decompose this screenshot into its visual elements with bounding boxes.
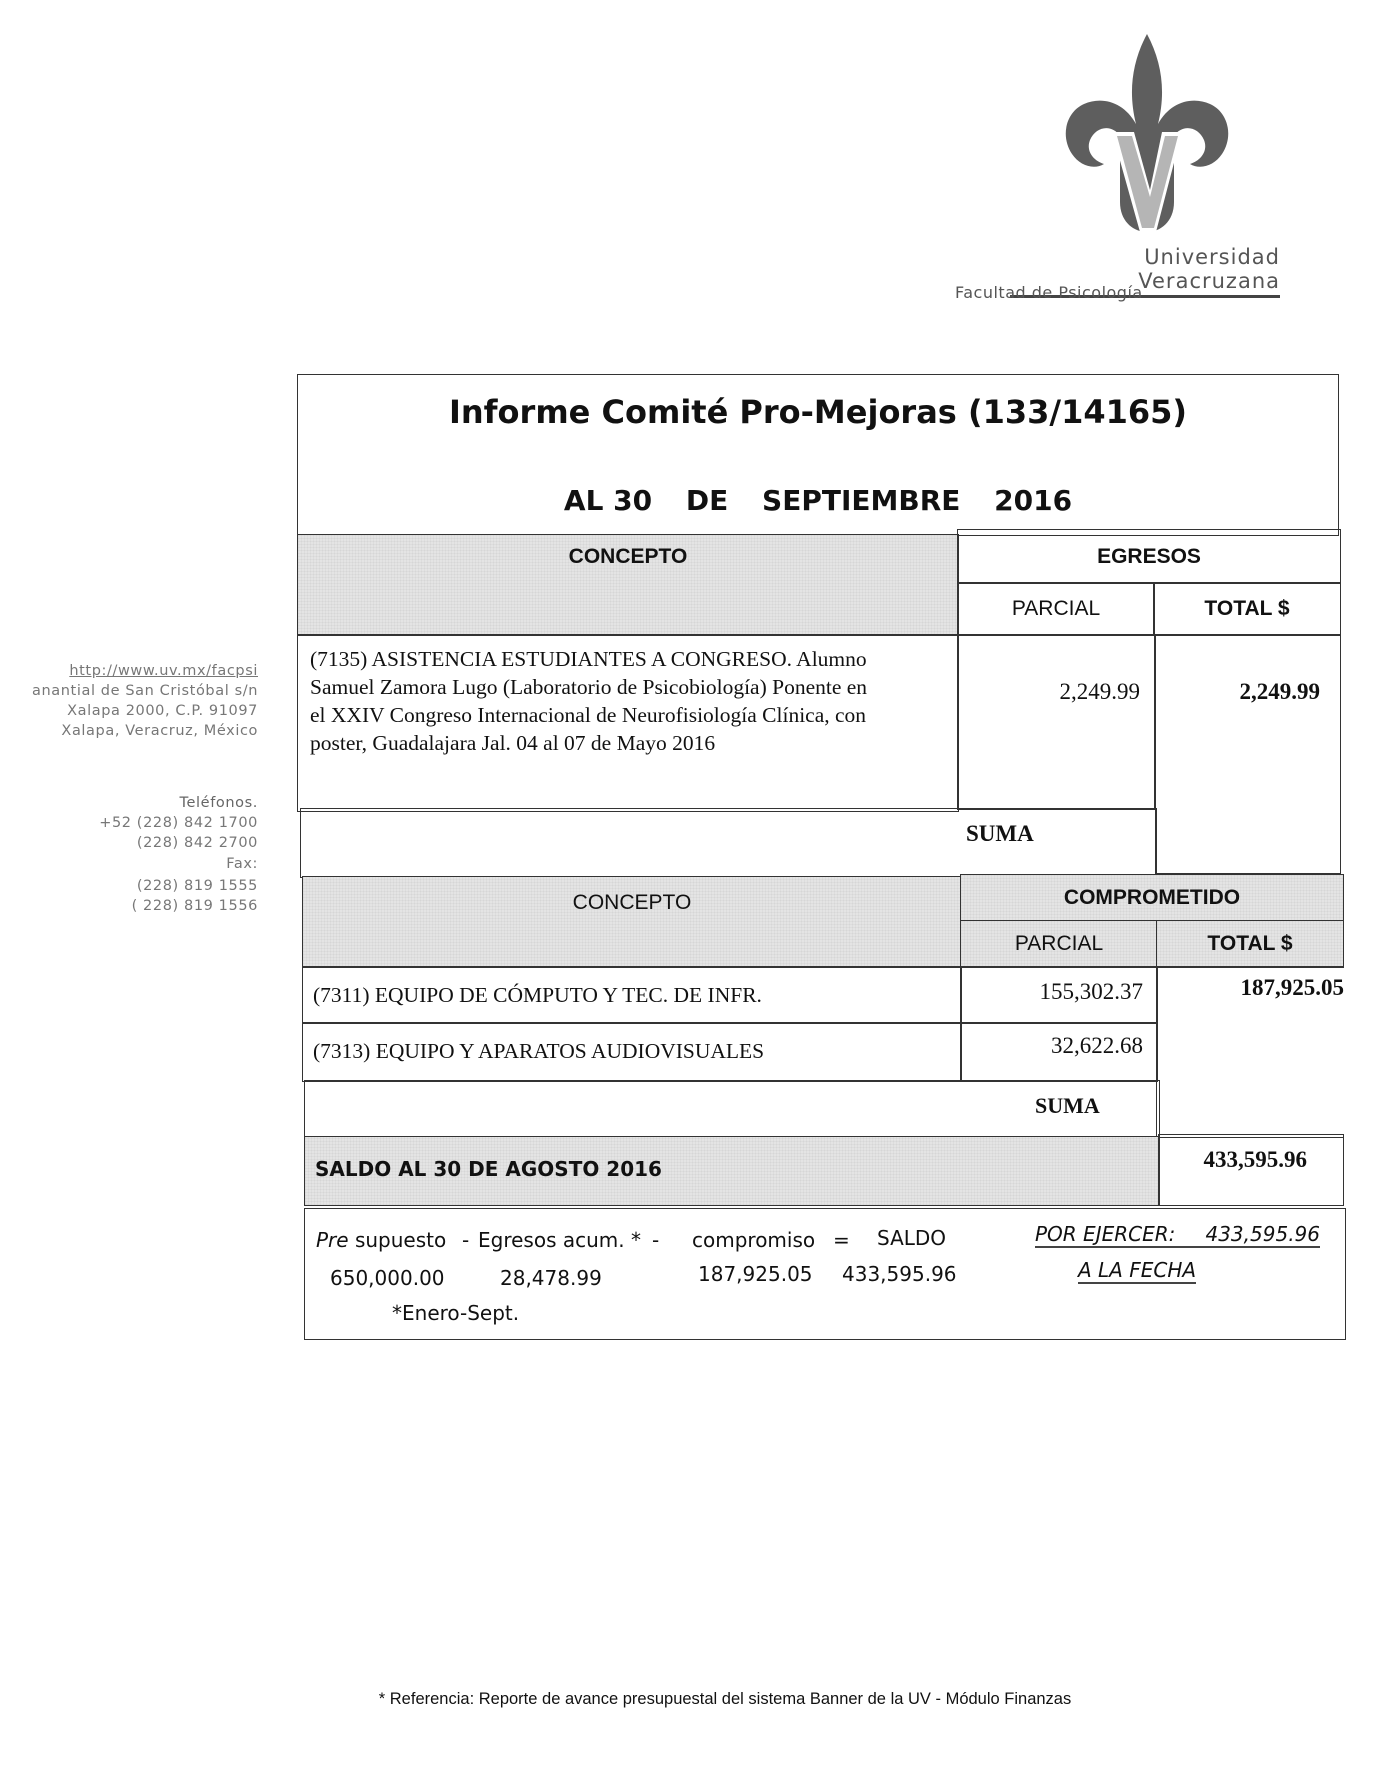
fax-number: (228) 819 1555 — [136, 878, 258, 894]
partial-header-label: PARCIAL — [1014, 932, 1104, 955]
egresos-acum-value: 28,478.99 — [500, 1266, 602, 1290]
egresos-header-label: EGRESOS — [1097, 544, 1201, 568]
phones-label: Teléfonos. — [179, 795, 258, 811]
pre-rest: supuesto — [348, 1228, 447, 1252]
egresos-total-cell — [1155, 634, 1341, 874]
comprometido-sum-row — [304, 1080, 1160, 1138]
concept-header-label: CONCEPTO — [568, 545, 688, 568]
concept-text: (7313) EQUIPO Y APARATOS AUDIOVISUALES — [313, 1039, 765, 1063]
faculty-name: Facultad de Psicología — [955, 283, 1143, 302]
report-date — [297, 484, 1339, 517]
concept-header-label: CONCEPTO — [572, 891, 692, 914]
phone-number: +52 (228) 842 1700 — [99, 815, 258, 831]
presupuesto-value: 650,000.00 — [330, 1266, 445, 1290]
fax-number: ( 228) 819 1556 — [131, 898, 258, 914]
saldo-value-cell — [1158, 1134, 1344, 1206]
egresos-group-header — [957, 529, 1341, 584]
saldo-label: SALDO — [877, 1226, 947, 1250]
report-title: Informe Comité Pro-Mejoras (133/14165) — [448, 393, 1188, 431]
egresos-concept-header — [297, 534, 959, 636]
date-part: 2016 — [994, 484, 1073, 517]
comprometido-total-cell — [1156, 966, 1344, 1138]
address-line: anantial de San Cristóbal s/n — [32, 683, 258, 699]
saldo-value: 433,595.96 — [842, 1262, 957, 1286]
comprometido-concept-header — [302, 876, 962, 968]
comprometido-total-header — [1156, 920, 1344, 968]
table-row — [302, 1022, 962, 1082]
por-ejercer-value: 433,595.96 — [1205, 1222, 1320, 1246]
comprometido-header-label: COMPROMETIDO — [1063, 886, 1241, 909]
university-logo-icon — [1062, 32, 1232, 237]
presupuesto-label — [316, 1228, 446, 1252]
table-row — [302, 966, 962, 1024]
pre-italic: Pre — [316, 1228, 349, 1252]
phone-number: (228) 842 2700 — [136, 835, 258, 851]
compromiso-value: 187,925.05 — [698, 1262, 813, 1286]
saldo-label: SALDO AL 30 DE AGOSTO 2016 — [315, 1157, 662, 1181]
egresos-acum-label: Egresos acum. * — [478, 1228, 641, 1252]
partial-value: 32,622.68 — [1051, 1033, 1143, 1058]
minus-sign: - — [652, 1228, 660, 1252]
a-la-fecha: A LA FECHA — [1078, 1258, 1197, 1282]
total-header-label: TOTAL $ — [1204, 597, 1290, 620]
date-part: AL 30 — [563, 484, 653, 517]
sum-label: SUMA — [1035, 1093, 1100, 1118]
footer-reference: * Referencia: Reporte de avance presupuestal del sistema Banner de la UV - Módulo Finanzas — [378, 1690, 1072, 1708]
saldo-value: 433,595.96 — [1203, 1147, 1307, 1172]
comprometido-group-header — [960, 874, 1344, 922]
por-ejercer — [1035, 1222, 1320, 1248]
total-value: 2,249.99 — [1239, 679, 1320, 704]
comprometido-partial-header — [960, 920, 1158, 968]
egresos-partial-cell — [957, 634, 1155, 810]
sum-label: SUMA — [966, 821, 1034, 846]
total-value: 187,925.05 — [1240, 975, 1344, 1000]
egresos-sum-row — [300, 808, 1157, 878]
concept-text: (7311) EQUIPO DE CÓMPUTO Y TEC. DE INFR. — [313, 983, 762, 1007]
egresos-concept-cell — [297, 634, 959, 812]
partial-value: 155,302.37 — [1039, 979, 1143, 1004]
date-part: SEPTIEMBRE — [762, 484, 961, 517]
concept-line: el XXIV Congreso Internacional de Neurofisiología Clínica, con — [310, 703, 867, 727]
partial-header-label: PARCIAL — [1011, 597, 1101, 620]
partial-cell — [960, 1022, 1158, 1082]
egresos-partial-header — [957, 582, 1155, 636]
concept-line: poster, Guadalajara Jal. 04 al 07 de Mayo 2016 — [310, 731, 716, 755]
total-header-label: TOTAL $ — [1207, 932, 1293, 955]
period-note: *Enero-Sept. — [392, 1301, 520, 1325]
address-line: Xalapa, Veracruz, México — [61, 723, 258, 739]
website-link[interactable]: http://www.uv.mx/facpsi — [69, 663, 258, 679]
partial-value: 2,249.99 — [1059, 679, 1140, 704]
por-ejercer-label: POR EJERCER: — [1035, 1222, 1176, 1246]
minus-sign: - — [462, 1228, 470, 1252]
university-name: Universidad Veracruzana — [1010, 245, 1280, 298]
concept-line: (7135) ASISTENCIA ESTUDIANTES A CONGRESO. Alumno — [310, 647, 867, 671]
concept-line: Samuel Zamora Lugo (Laboratorio de Psicobiología) Ponente en — [310, 675, 868, 699]
compromiso-label: compromiso — [692, 1228, 816, 1252]
fax-label: Fax: — [226, 856, 258, 872]
saldo-label-cell — [304, 1136, 1160, 1206]
partial-cell — [960, 966, 1158, 1024]
address-line: Xalapa 2000, C.P. 91097 — [67, 703, 258, 719]
equals-sign: = — [833, 1228, 850, 1252]
date-part: DE — [685, 484, 729, 517]
egresos-total-header — [1153, 582, 1341, 636]
